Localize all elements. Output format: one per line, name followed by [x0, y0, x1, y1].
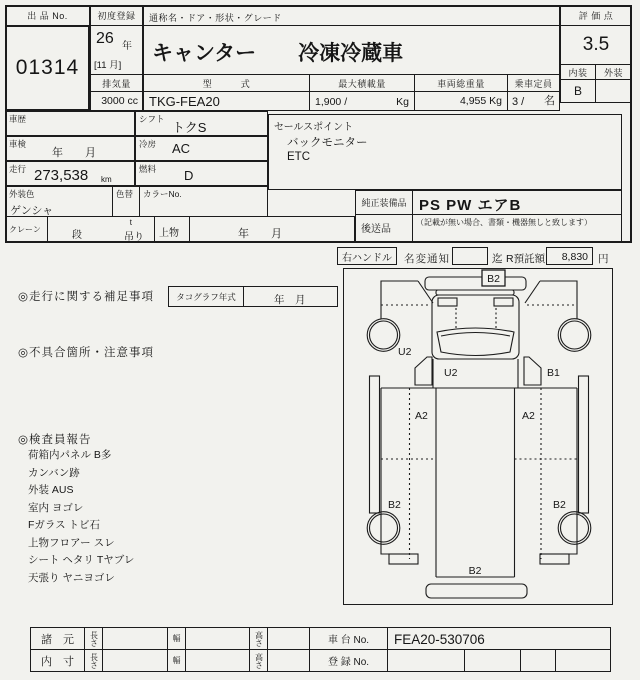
first-reg-value — [90, 25, 143, 75]
inner-height-label-text: 高さ — [254, 652, 264, 669]
shift-value: トクS — [172, 120, 207, 135]
deposit-label: R預託額 — [506, 253, 546, 265]
grade-value — [560, 25, 632, 65]
lot-no-value — [5, 25, 90, 111]
spec-width-label — [167, 627, 186, 650]
model-code-label — [143, 74, 310, 92]
capacity-value-text: 3 / — [512, 96, 525, 108]
oem-equip-label — [355, 190, 413, 215]
first-reg-label — [90, 5, 143, 26]
damage-mark-front-right: B1 — [547, 367, 560, 379]
repaint-label: 色替 — [116, 189, 134, 199]
sales-point-item: バックモニター — [287, 137, 368, 149]
inner-dim-row-label-text: 内 寸 — [41, 655, 74, 668]
grade-label — [560, 5, 632, 26]
shift-label: シフト — [139, 114, 165, 124]
capacity-value — [507, 91, 560, 111]
ac-value: AC — [172, 141, 191, 156]
inspector-report-title: ◎検査員報告 — [18, 434, 92, 446]
chassis-no-label-text: 車 台 No. — [327, 635, 370, 646]
grade-value-text: 3.5 — [582, 34, 610, 55]
displacement-label — [90, 74, 143, 92]
mileage-label: 走行 — [9, 164, 27, 174]
crane-label: クレーン — [9, 225, 41, 234]
body-year-cell — [189, 216, 355, 243]
tacho-label-text: タコグラフ年式 — [176, 291, 236, 302]
sales-point-box — [268, 114, 622, 190]
payload-label-text: 最大積載量 — [338, 78, 386, 89]
inner-height-label — [249, 649, 268, 672]
damage-mark-body-right: A2 — [522, 410, 535, 422]
later-items-label-text: 後送品 — [361, 224, 391, 235]
shift-cell — [135, 111, 268, 136]
later-items-label — [355, 214, 413, 243]
ac-label: 冷房 — [139, 139, 157, 149]
exterior-color-cell — [5, 186, 113, 217]
inner-width-label-text: 幅 — [172, 656, 181, 665]
gvw-label — [414, 74, 508, 92]
tacho-value — [243, 286, 338, 307]
made-label: 迄 — [492, 253, 503, 265]
damage-mark-body-left: A2 — [415, 410, 428, 422]
crane-t-label: t — [129, 218, 132, 227]
chassis-no-label — [309, 627, 388, 650]
registration-no-cell — [387, 649, 465, 672]
oem-equip-value-text: PS PW エアB — [419, 197, 522, 214]
inner-dim-row-label — [30, 649, 85, 672]
mileage-cell — [5, 161, 135, 186]
damage-mark-front-left-wheel: U2 — [398, 346, 412, 358]
inspector-report-item: 外装 AUS — [28, 484, 74, 496]
fuel-cell — [135, 161, 268, 186]
spec-length-label-text: 長さ — [89, 630, 99, 647]
tacho-value-text: 年 月 — [274, 294, 306, 306]
first-reg-label-text: 初度登録 — [97, 11, 136, 21]
displacement-label-text: 排気量 — [102, 78, 131, 89]
name-change-box — [452, 247, 488, 265]
vehicle-name-label — [143, 5, 560, 26]
color-no-label: カラーNo. — [143, 189, 182, 199]
capacity-unit-text: 名 — [544, 95, 555, 107]
capacity-label-text: 乗車定員 — [514, 78, 553, 89]
model-code-value — [143, 91, 310, 111]
exterior-grade-value — [595, 79, 632, 103]
inner-height-value — [267, 649, 310, 672]
exterior-color-label: 外装色 — [9, 189, 35, 199]
inspection-value: 年 月 — [52, 147, 96, 159]
registration-no-label — [309, 649, 388, 672]
damage-mark-front: B2 — [487, 273, 500, 285]
name-change-label: 名変通知 — [404, 253, 450, 265]
damage-mark-rear-right-wheel: B2 — [553, 499, 566, 511]
deposit-value-text: 8,830 — [561, 251, 588, 263]
inspection-label: 車検 — [9, 139, 27, 149]
payload-label — [309, 74, 415, 92]
spec-length-value — [102, 627, 168, 650]
deposit-box — [546, 247, 593, 265]
inner-length-value — [102, 649, 168, 672]
inner-width-label — [167, 649, 186, 672]
damage-mark-rear: B2 — [468, 565, 482, 577]
body-type-cell — [154, 216, 190, 243]
chassis-no-value — [387, 627, 611, 650]
gvw-label-text: 車両総重量 — [437, 78, 485, 89]
lot-no-label-text: 出 品 No. — [27, 11, 68, 21]
payload-value — [309, 91, 415, 111]
vehicle-name-text: キャンター 冷凍冷蔵車 — [152, 42, 404, 65]
first-reg-year: 26 — [96, 30, 114, 47]
exterior-grade-label-text: 外装 — [603, 67, 623, 78]
handle-box-text: 右ハンドル — [342, 252, 392, 264]
model-code-text: TKG-FEA20 — [149, 94, 220, 109]
color-no-cell — [139, 186, 268, 217]
repaint-cell — [112, 186, 140, 217]
ac-cell — [135, 136, 268, 161]
sales-point-label: セールスポイント — [274, 122, 354, 133]
spec-height-label — [249, 627, 268, 650]
crane-detail-cell — [47, 216, 155, 243]
damage-mark-rear-left-wheel: B2 — [388, 499, 401, 511]
payload-value-text: 1,900 / — [315, 96, 348, 108]
tacho-label — [168, 286, 244, 307]
registration-no-cell — [520, 649, 556, 672]
spec-row-label-text: 諸 元 — [41, 633, 74, 646]
truck-top-view-diagram — [344, 269, 612, 604]
payload-unit-text: Kg — [396, 96, 409, 108]
inspector-report-list — [28, 447, 258, 587]
vehicle-name-value — [143, 25, 560, 75]
exterior-grade-label — [595, 64, 632, 80]
yen-label: 円 — [598, 253, 609, 265]
sales-point-item: ETC — [287, 151, 310, 163]
defects-title: ◎不具合箇所・注意事項 — [18, 347, 155, 359]
inspector-report-item: カンバン跡 — [28, 466, 80, 479]
registration-no-label-text: 登 録 No. — [327, 657, 370, 668]
mileage-unit: km — [101, 175, 112, 184]
registration-no-cell — [555, 649, 611, 672]
interior-grade-value — [560, 79, 596, 103]
crane-tsuri-label: 吊り — [124, 232, 144, 243]
oem-equip-value — [412, 190, 622, 215]
inspector-report-item: 荷箱内パネル B多 — [28, 449, 112, 461]
inspector-report-item: シート ヘタリ Tヤブレ — [28, 554, 135, 566]
oem-equip-label-text: 純正装備品 — [361, 198, 407, 208]
mileage-value: 273,538 — [34, 167, 89, 184]
inner-length-label — [84, 649, 103, 672]
first-reg-month: [11 月] — [94, 60, 122, 71]
spec-row-label — [30, 627, 85, 650]
handle-box — [337, 247, 397, 265]
spec-length-label — [84, 627, 103, 650]
displacement-value — [90, 91, 143, 111]
capacity-label — [507, 74, 560, 92]
first-reg-year-unit: 年 — [122, 41, 132, 52]
interior-grade-label-text: 内装 — [568, 67, 588, 78]
inspector-report-item: 室内 ヨゴレ — [28, 501, 84, 514]
inner-width-value — [185, 649, 250, 672]
inspector-report-item: Fガラス トビ石 — [28, 519, 101, 531]
interior-grade-value-text: B — [573, 84, 582, 98]
vehicle-name-label-text: 通称名・ドア・形状・グレード — [149, 13, 282, 23]
fuel-value: D — [184, 168, 194, 183]
gvw-value — [414, 91, 508, 111]
exterior-color-value: ゲンシャ — [10, 205, 54, 217]
inner-length-label-text: 長さ — [89, 652, 99, 669]
spec-height-label-text: 高さ — [254, 630, 264, 647]
displacement-value-text: 3000 cc — [101, 95, 138, 107]
spec-width-value — [185, 627, 250, 650]
damage-mark-cab: U2 — [444, 367, 458, 379]
lot-no-text: 01314 — [15, 56, 80, 79]
crane-dan-label: 段 — [72, 230, 82, 241]
inspector-report-item: 天張り ヤニヨゴレ — [28, 571, 115, 584]
mileage-note-title: ◎走行に関する補足事項 — [18, 291, 155, 303]
spec-width-label-text: 幅 — [172, 634, 181, 643]
lot-no-label — [5, 5, 90, 26]
history-cell — [5, 111, 135, 136]
history-label: 車歴 — [9, 114, 27, 124]
spec-height-value — [267, 627, 310, 650]
inspection-cell — [5, 136, 135, 161]
fuel-label: 燃料 — [139, 164, 157, 174]
body-type-label: 上物 — [159, 228, 179, 239]
later-items-note-text: （記載が無い場合、書類・機器無しと致します） — [416, 218, 592, 227]
model-code-label-text: 型 式 — [202, 78, 251, 89]
grade-label-text: 評 価 点 — [578, 11, 614, 21]
crane-cell — [5, 216, 48, 243]
body-year-value: 年 月 — [238, 228, 282, 240]
damage-diagram-frame — [343, 268, 613, 605]
later-items-note — [412, 214, 622, 243]
interior-grade-label — [560, 64, 596, 80]
inspector-report-item: 上物フロアー スレ — [28, 536, 115, 549]
chassis-no-text: FEA20-530706 — [394, 632, 485, 647]
gvw-value-text: 4,955 Kg — [459, 95, 502, 107]
registration-no-cell — [464, 649, 521, 672]
